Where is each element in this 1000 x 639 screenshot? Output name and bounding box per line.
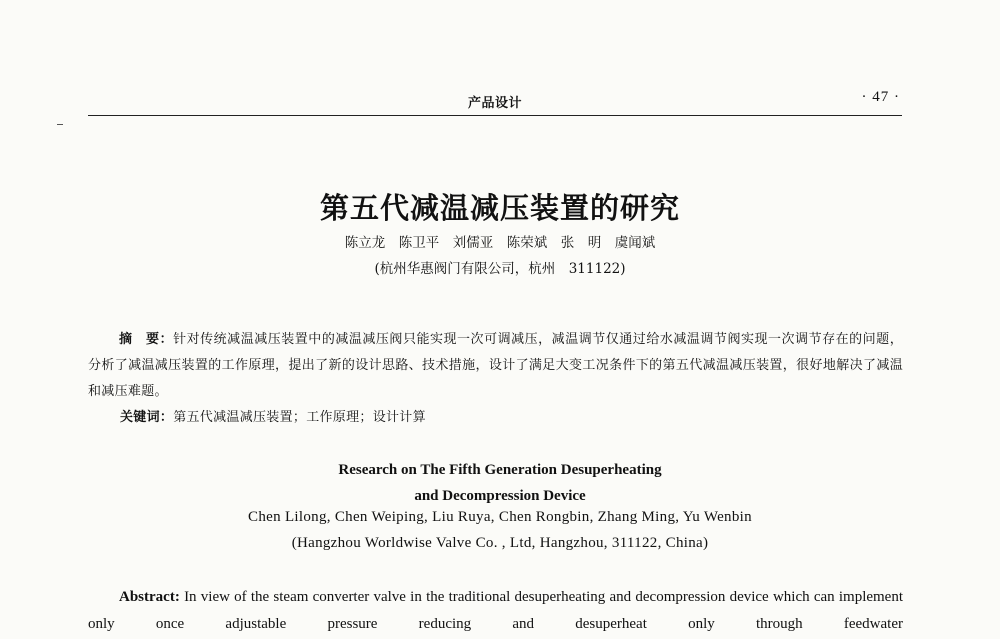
english-title [0,457,1000,509]
affiliation: (杭州华惠阀门有限公司，杭州 311122) [374,261,626,277]
keywords-cn-text: 第五代减温减压装置；工作原理；设计计算 [173,410,426,425]
header-rule [88,115,902,116]
author-list: 陈立龙 陈卫平 刘儒亚 陈荣斌 张 明 虞闻斌 [344,235,656,251]
english-affiliation: (Hangzhou Worldwise Valve Co. , Ltd, Hangzhou, 311122, China) [291,535,709,551]
header-section-title: 产品设计 [467,96,522,111]
keywords-cn-label: 关键词： [120,410,174,425]
abstract-cn-text: 针对传统减温减压装置中的减温减压阀只能实现一次可调减压，减温调节仅通过给水减温调节阀实现一次调节存在的问题，分析了减温减压装置的工作原理，提出了新的设计思路、技术措施，设计了满足大变工况条件下的第五代减温减压装置，很好地解决了减温和减压难题。 [88,332,904,399]
english-abstract [88,584,903,638]
english-title-line-2: and Decompression Device [414,488,586,504]
abstract-cn [88,327,903,405]
english-abstract-text: In view of the steam converter valve in the traditional desuperheating and decompression device which can implement only once adjustable pressure reducing and desuperheat only through feedwater [88,589,904,632]
english-title-line-1: Research on The Fifth Generation Desuperheating [338,462,662,478]
page-number: · 47 · [861,89,900,105]
abstract-cn-label: 摘 要： [119,332,174,347]
running-header [88,86,902,116]
scan-mark [57,124,63,125]
english-abstract-label: Abstract: [119,589,180,605]
english-author-list: Chen Lilong, Chen Weiping, Liu Ruya, Chen Rongbin, Zhang Ming, Yu Wenbin [248,509,752,525]
paper-title: 第五代减温减压装置的研究 [319,191,680,225]
keywords-cn [120,406,900,425]
